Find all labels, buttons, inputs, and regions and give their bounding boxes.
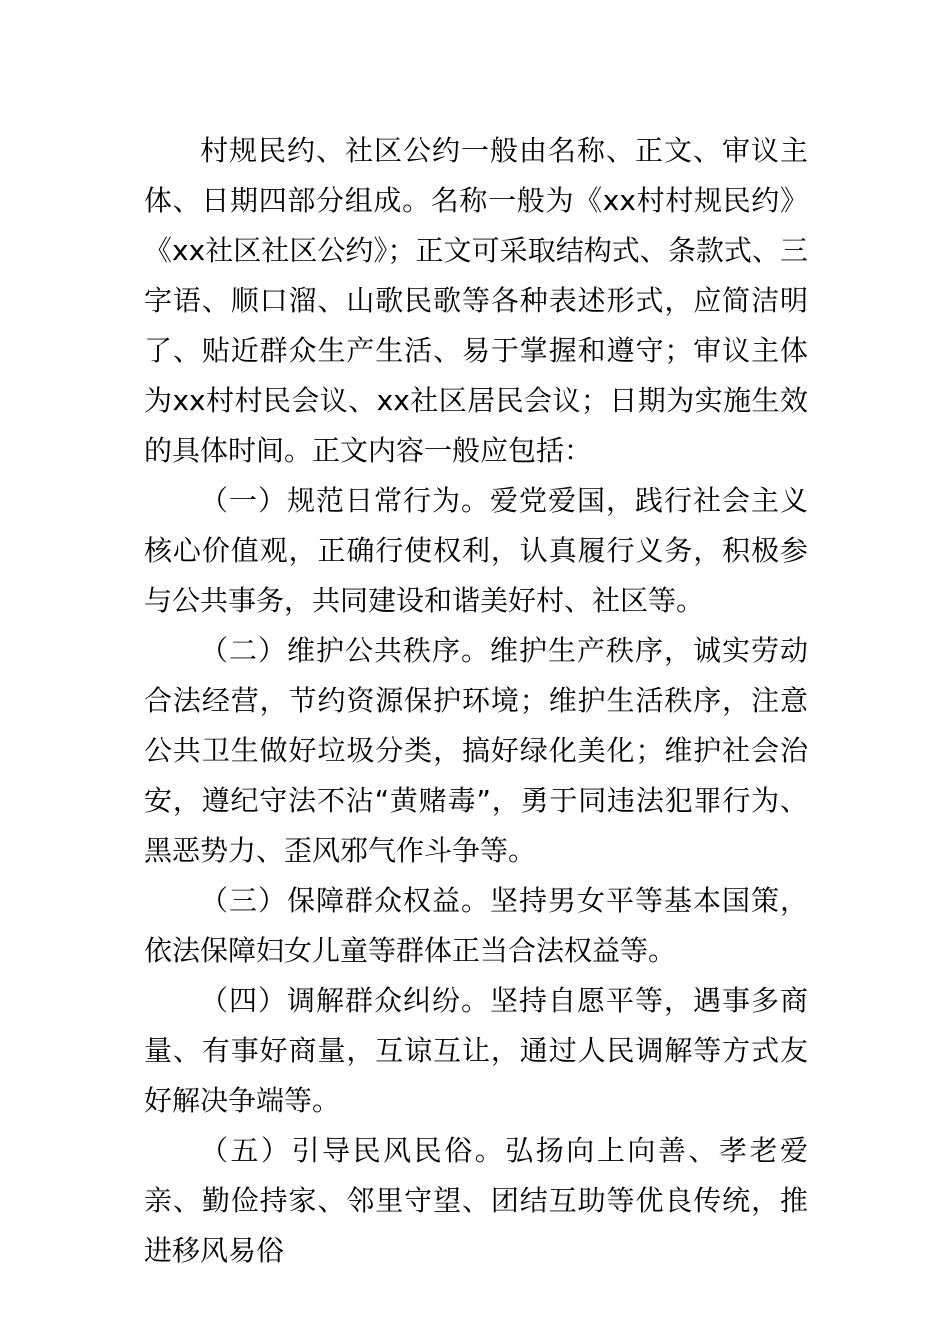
paragraph-item-3: （三）保障群众权益。坚持男女平等基本国策，依法保障妇女儿童等群体正当合法权益等。 bbox=[144, 884, 808, 967]
paragraph-item-5: （五）引导民风民俗。弘扬向上向善、孝老爱亲、勤俭持家、邻里守望、团结互助等优良传统，推进移风易俗 bbox=[144, 1134, 808, 1267]
paragraph-item-1: （一）规范日常行为。爱党爱国，践行社会主义核心价值观，正确行使权利，认真履行义务，积极参与公共事务，共同建设和谐美好村、社区等。 bbox=[144, 484, 808, 617]
paragraph-item-4: （四）调解群众纠纷。坚持自愿平等，遇事多商量、有事好商量，互谅互让，通过人民调解等方式友好解决争端等。 bbox=[144, 984, 808, 1117]
paragraph-intro: 村规民约、社区公约一般由名称、正文、审议主体、日期四部分组成。名称一般为《xx村村规民约》《xx社区社区公约》；正文可采取结构式、条款式、三字语、顺口溜、山歌民歌等各种表述形式，应简洁明了、贴近群众生产生活、易于掌握和遵守；审议主体为xx村村民会议、xx社区居民会议；日期为实施生效的具体时间。正文内容一般应包括： bbox=[144, 134, 808, 467]
document-body bbox=[144, 126, 808, 1276]
paragraph-item-2: （二）维护公共秩序。维护生产秩序，诚实劳动合法经营，节约资源保护环境；维护生活秩序，注意公共卫生做好垃圾分类，搞好绿化美化；维护社会治安，遵纪守法不沾“黄赌毒”，勇于同违法犯罪行为、黑恶势力、歪风邪气作斗争等。 bbox=[144, 634, 808, 867]
